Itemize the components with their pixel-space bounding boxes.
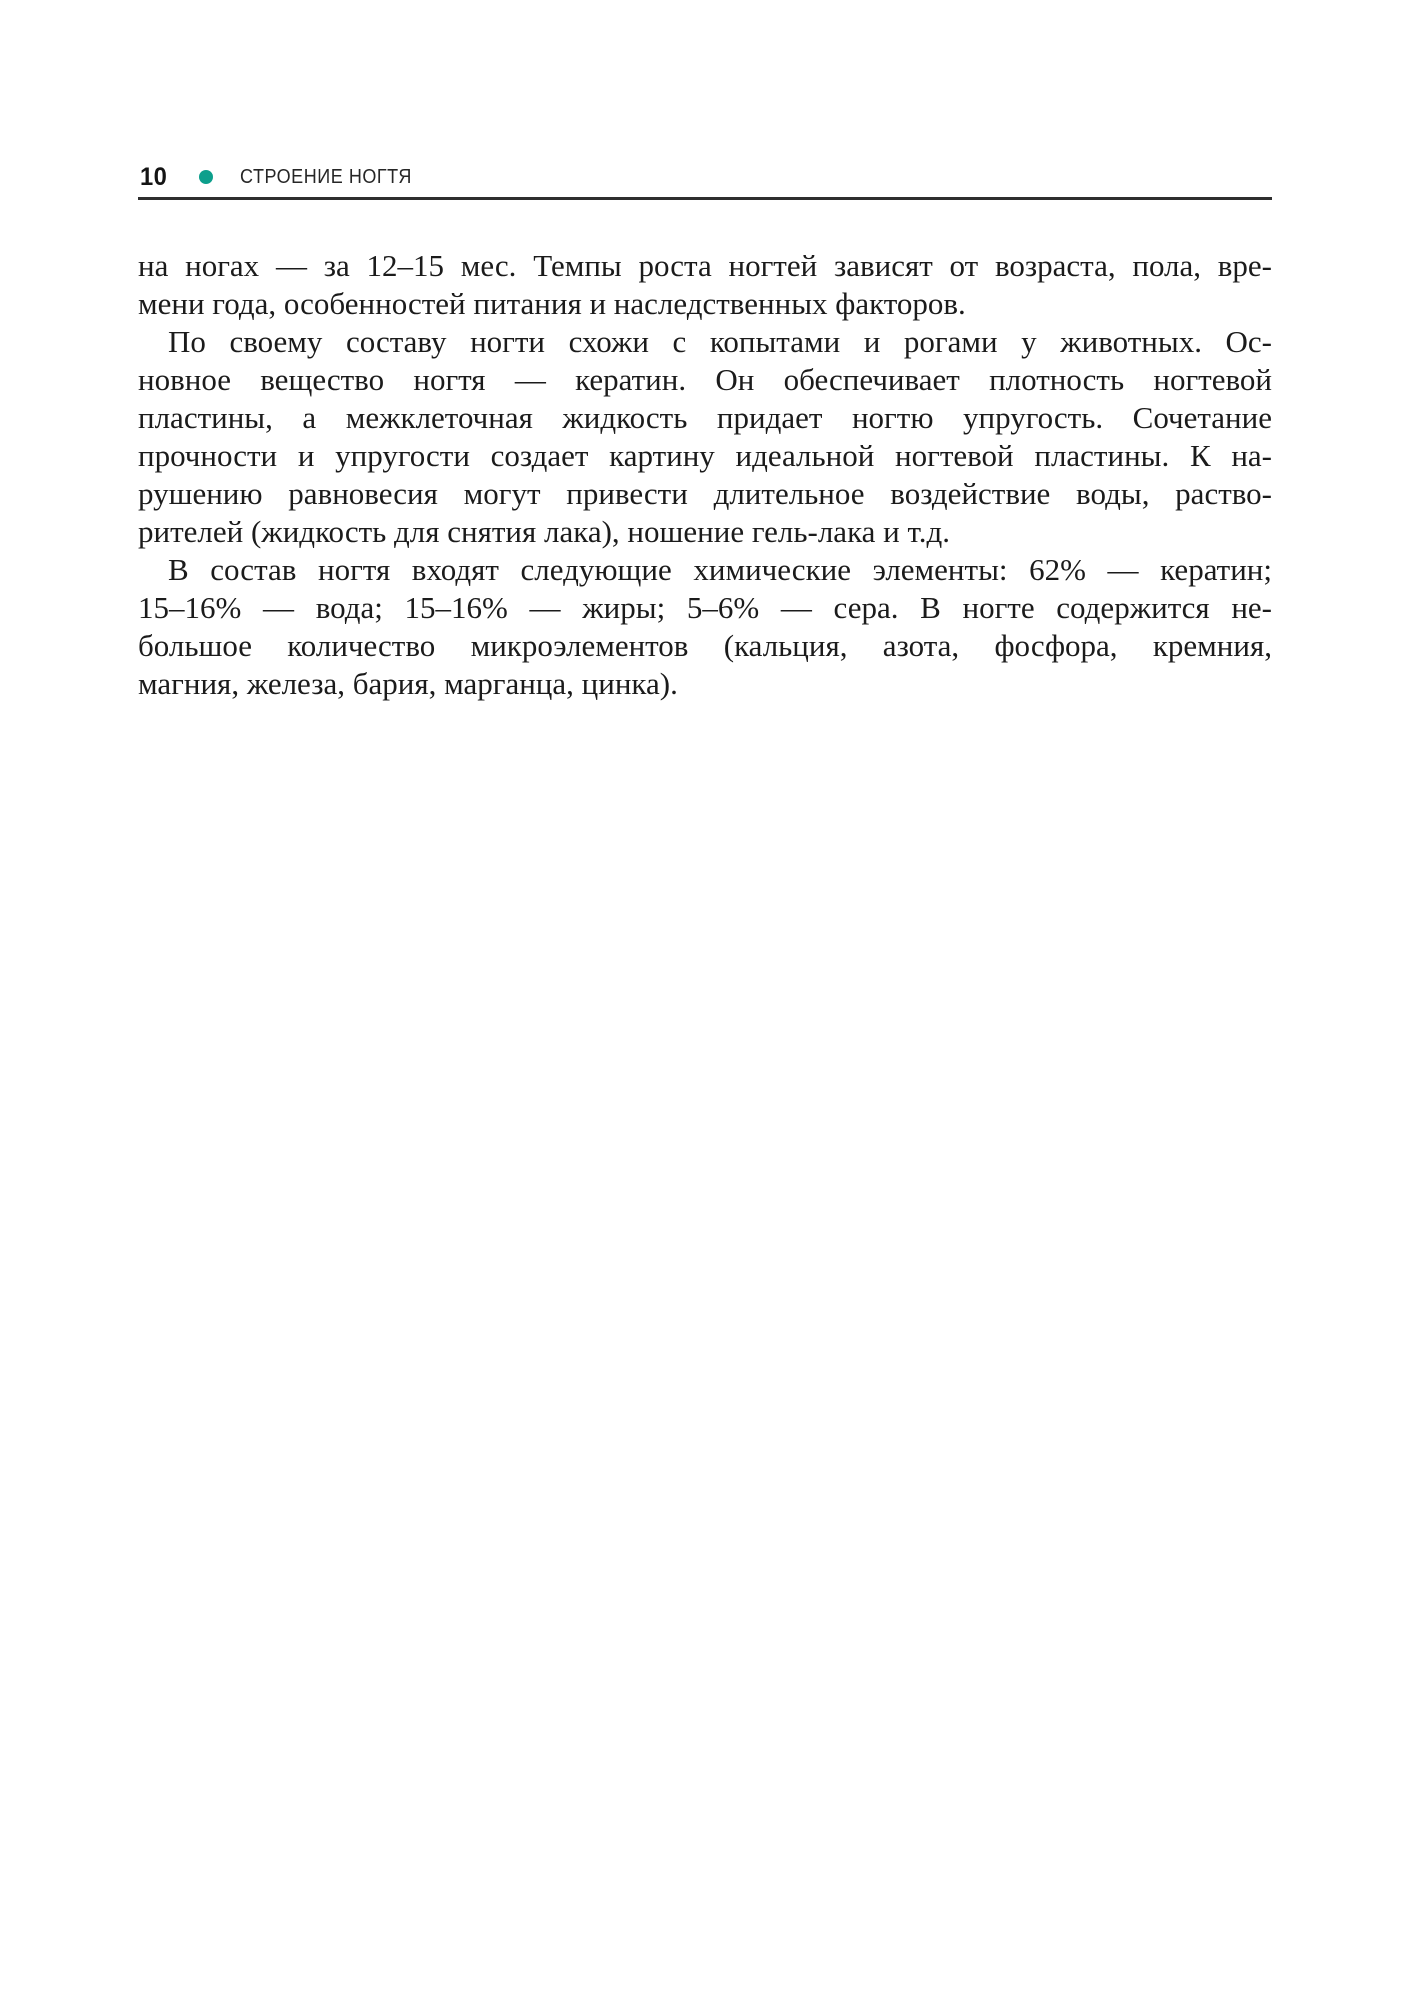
text-line: пластины, а межклеточная жидкость придает ногтю упругость. Сочетание bbox=[138, 400, 1272, 435]
running-header bbox=[140, 162, 1272, 192]
text-line: мени года, особенностей питания и наследственных факторов. bbox=[138, 286, 966, 321]
bullet-dot-icon bbox=[199, 170, 213, 184]
text-line: новное вещество ногтя — кератин. Он обеспечивает плотность ногтевой bbox=[138, 362, 1272, 397]
text-line: рушению равновесия могут привести длительное воздействие воды, раство- bbox=[138, 476, 1272, 511]
text-line: рителей (жидкость для снятия лака), ношение гель-лака и т.д. bbox=[138, 514, 950, 549]
text-line: По своему составу ногти схожи с копытами и рогами у животных. Ос- bbox=[168, 324, 1272, 359]
text-line: 15–16% — вода; 15–16% — жиры; 5–6% — сера. В ногте содержится не- bbox=[138, 590, 1272, 625]
text-line: магния, железа, бария, марганца, цинка). bbox=[138, 666, 678, 701]
text-line: прочности и упругости создает картину идеальной ногтевой пластины. К на- bbox=[138, 438, 1272, 473]
body-text bbox=[138, 247, 1272, 703]
header-rule bbox=[138, 197, 1272, 200]
running-title: СТРОЕНИЕ НОГТЯ bbox=[239, 165, 412, 188]
page-number: 10 bbox=[140, 162, 168, 191]
text-line: В состав ногтя входят следующие химические элементы: 62% — кератин; bbox=[168, 552, 1272, 587]
text-line: большое количество микроэлементов (кальция, азота, фосфора, кремния, bbox=[138, 628, 1272, 663]
text-line: на ногах — за 12–15 мес. Темпы роста ногтей зависят от возраста, пола, вре- bbox=[138, 248, 1272, 283]
